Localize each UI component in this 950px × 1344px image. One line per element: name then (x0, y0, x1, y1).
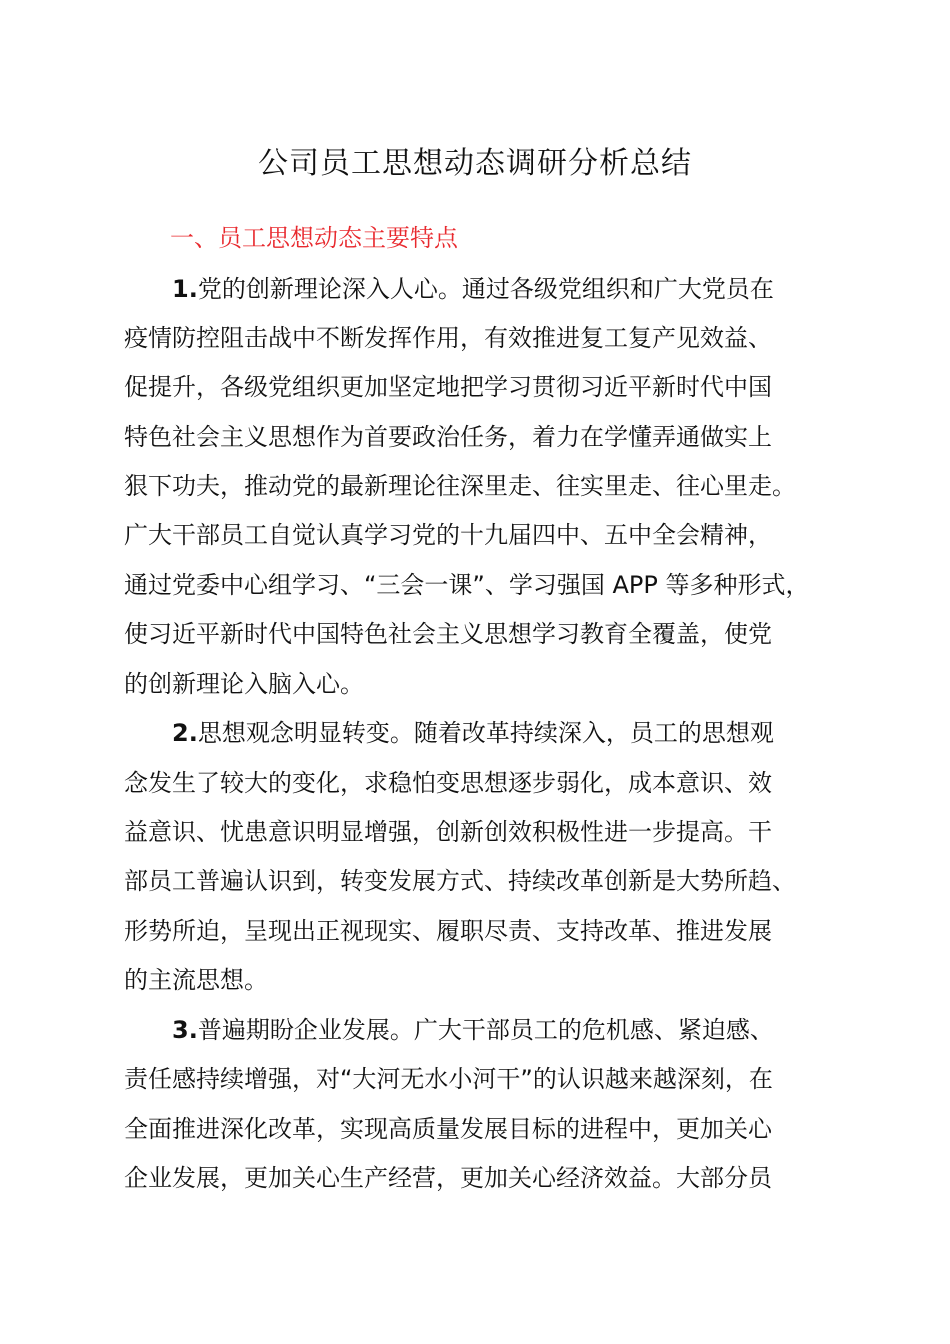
paragraph-2-line: 益意识、忧患意识明显增强，创新创效积极性进一步提高。干 (124, 818, 772, 846)
paragraph-3-line: 全面推进深化改革，实现高质量发展目标的进程中，更加关心 (124, 1115, 772, 1143)
paragraph-1-line: 1.党的创新理论深入人心。通过各级党组织和广大党员在 (172, 275, 774, 303)
paragraph-2-line: 念发生了较大的变化，求稳怕变思想逐步弱化，成本意识、效 (124, 769, 772, 797)
paragraph-number: 1. (172, 275, 198, 303)
paragraph-1-line: 使习近平新时代中国特色社会主义思想学习教育全覆盖，使党 (124, 620, 772, 648)
paragraph-1-line: 广大干部员工自觉认真学习党的十九届四中、五中全会精神， (124, 521, 772, 549)
paragraph-1-line: 的创新理论入脑入心。 (124, 670, 364, 698)
paragraph-2-line: 2.思想观念明显转变。随着改革持续深入，员工的思想观 (172, 719, 774, 747)
section-heading: 一、员工思想动态主要特点 (170, 224, 458, 252)
paragraph-1-line: 狠下功夫，推动党的最新理论往深里走、往实里走、往心里走。 (124, 472, 796, 500)
paragraph-1-line: 通过党委中心组学习、“三会一课”、学习强国 APP 等多种形式， (124, 571, 810, 599)
document-title: 公司员工思想动态调研分析总结 (258, 146, 692, 181)
paragraph-2-line: 形势所迫，呈现出正视现实、履职尽责、支持改革、推进发展 (124, 917, 772, 945)
paragraph-3-line: 责任感持续增强，对“大河无水小河干”的认识越来越深刻，在 (124, 1065, 773, 1093)
paragraph-2-line: 的主流思想。 (124, 966, 268, 994)
paragraph-number: 2. (172, 719, 198, 747)
paragraph-1-line: 疫情防控阻击战中不断发挥作用，有效推进复工复产见效益、 (124, 324, 772, 352)
paragraph-2-line: 部员工普遍认识到，转变发展方式、持续改革创新是大势所趋、 (124, 867, 796, 895)
paragraph-3-line: 3.普遍期盼企业发展。广大干部员工的危机感、紧迫感、 (172, 1016, 774, 1044)
paragraph-1-line: 促提升，各级党组织更加坚定地把学习贯彻习近平新时代中国 (124, 373, 772, 401)
paragraph-number: 3. (172, 1016, 198, 1044)
paragraph-1-line: 特色社会主义思想作为首要政治任务，着力在学懂弄通做实上 (124, 423, 772, 451)
paragraph-3-line: 企业发展，更加关心生产经营，更加关心经济效益。大部分员 (124, 1164, 772, 1192)
